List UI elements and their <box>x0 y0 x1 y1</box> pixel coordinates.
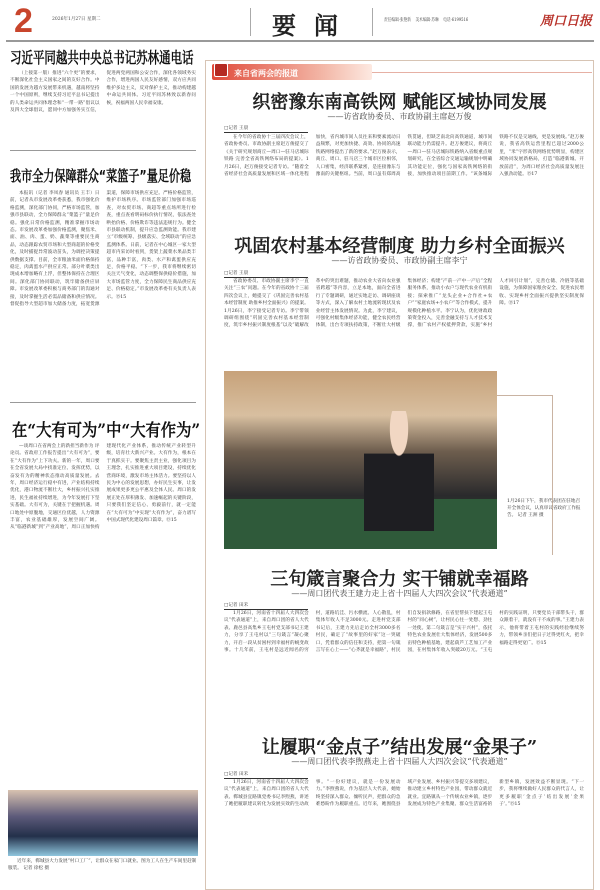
banner-rule <box>372 72 592 73</box>
article-body: —谈周口在省两会上的新担当新作为 评论员。省政府工作报告提出“大有可为”，要在“大有作为”上下功夫。新的一年，周口要在全省发展大局中找准定位、发挥优势，以奋发有为的精神状态推动高质量发展。去年，周口经济运行稳中有进，产业结构持续优化，港口物流不断壮大，乡村振兴扎实推进，民生福祉持续增进，为今年发展打下坚实基础。大有可为，关键在于把握机遇。周口地处中原腹地，交通区位优越，人力资源丰富，农业基础雄厚，发展空间广阔。从“临港新城”到“产业高地”，周口正加快构建现代化产业体系，推动传统产业转型升级，培育壮大新兴产业。大有作为，根本在于真抓实干。要聚焦主责主业，强化项目为王理念，扎实推进重大项目建设，持续优化营商环境，激发市场主体活力。要坚持以人民为中心的发展思想，办好民生实事，让发展成果更多更公平惠及全体人民。周口的发展正处在厚积薄发、加速崛起的关键阶段，只要我们坚定信心、勇毅前行，就一定能在“大有可为”中实现“大有作为”，奋力谱写中国式现代化建设周口篇章。⑮15 <box>10 444 196 531</box>
page-number: 2 <box>14 2 33 40</box>
pen-icon <box>214 63 228 77</box>
byline: □记者 田禾 <box>224 602 308 610</box>
byline: □记者 田禾 <box>224 771 308 779</box>
meeting-photo <box>224 371 497 549</box>
article-subtitle: ——访省政协委员、市政协副主席李宁 <box>331 256 468 265</box>
article-body: 省政协委员、市政协副主席李宁一直关注“三农”问题。在今年的省政协十三届四次会议上，她提交了《巩固完善农村基本经营制度 助推乡村全面振兴》的提案。1月26日，李宁接受记者专访。李宁带领调研组围绕“巩固完善农村基本经营制度，筑牢乡村振兴制度根基”以及“破解改革中的突出难题，推动农业大省向农业强省跨越”等内容，立足本地，面向全省进行了专题调研，通过实地走访、调研座谈等方式，深入了解农村土地流转现状及农业经营主体发展情况。为此，李宁建议，可强化村级集体经济功能，健全农民经营体制，出台专项扶持政策，不断壮大村级集体经济；构建“产前一产中一产后”全程服务体系，推动小农户与现代农业有机衔接；探索推广“龙头企业+合作社+农户”“家庭农场+小农户”等合作模式，提升规模化种植水平。李宁认为，优化财政政策资金投入，完善金融支持与人才技术支撑，推广农村产权抵押贷款，实施“乡村人才回引计划”，完善仓储、冷链等基础设施，为保障国家粮食安全、促进农民增收、实现乡村全面振兴提供坚实制度保障。⑮17 <box>224 279 584 329</box>
byline: □记者 王晨 <box>224 125 308 133</box>
issue-date: 2026年1月27日 星期二 <box>52 17 101 22</box>
article-headline: 让履职“金点子”结出发展“金果子” <box>261 737 538 758</box>
photo-caption: 1月26日下午，我市代表团在驻地召开全体会议，认真审议省政府工作报告。 记者 王洲 摄 <box>507 499 581 518</box>
article-subtitle: ——周口团代表李煦燕走上省十四届人大四次会议“代表通道” <box>291 757 508 766</box>
article-subtitle: ——周口团代表王建力走上省十四届人大四次会议“代表通道” <box>291 589 508 598</box>
article-headline: 习近平同越共中央总书记苏林通电话 <box>10 49 194 67</box>
article-body: 在今年的省政协十三届四次会议上，省政协委员、市政协副主席赵万俊提交了《关于研究规划商丘—周口—驻马店城际铁路 完善全省高铁网络布局的提案》。1月26日，赵万俊接受记者专访。“随着全省经济社会高质量发展和区域一体化进程加快，省内城市间人员往来和要素流动日益频繁，对更加快捷、高效、协同的高速铁路网络提出了新的要求。”赵万俊表示，商丘、周口、驻马店三个城市区位相邻，人口密集，经济联系紧密，是连接豫东与豫南的关键枢纽。当前，周口虽有郑周高铁贯通，但缺乏南北向高铁通道，城市间联动能力仍需提升。赵万俊建议，将商丘—周口—驻马店城际铁路纳入省级重点规划研究，在全省综合交通运输规划中明确其功能定位，强化与国家高铁网络的衔接，加快推动项目前期工作。“该条城际铁路不仅是交通线，更是发展线。”赵万俊说，我省高铁运营里程已超过2000公里，“米”字形高铁网络优势明显，构建区域协同发展新格局，打造“临港新城、开放前沿”，为周口经济社会高质量发展注入强劲动能。⑮17 <box>224 135 584 178</box>
article-headline: 织密豫东南高铁网 赋能区域协同发展 <box>252 92 547 113</box>
editor-credits: 责任编辑·张艳新 美术编辑·苏琳 电话·6199516 <box>384 18 469 23</box>
article-body: 1月26日，河南省十四届人大四次会议“代表通道”上，来自周口团的省人大代表、鹿邑县高集乡王屯村党支部书记王建力，分享了王屯村以“三句箴言”凝心聚力，开启一段从贫困村到幸福村的蜕变故事。十几年前，王屯村是远近闻名的穷村，道路坑洼、污水横流、人心散乱，村集体年收人不足3000元。走进村党支部书记后，王建力先后走访全村3000多名村民，确定了“故事里的好家”这一突破口，凭着群众的信任和支持，把第一句箴言写在心上——“心齐就是幸福路”，村民们自发捐款修路，在省里帮扶下建起王屯村的“同心树”，让村民心往一处想、劲往一处使。第二句箴言是“实干兴村”，依托特色农业发展壮大集体经济，发展500多亩特色种植基地，建起葫芦工艺加工产业园，在村集体年收入突破20万元。“王屯村的实践证明，只要党员干部带头干，群众跟着干，就没有干不成的事。”王建力表示，他将带着王屯村的实践经验继续努力，带领乡亲们把日子过得更红火，把幸福路走得更宽广。⑮15 <box>224 611 584 654</box>
section-title: 要闻 <box>272 11 356 40</box>
article-headline: 我市全力保障群众“菜篮子”量足价稳 <box>10 167 192 185</box>
header-rule <box>6 40 594 42</box>
photo-caption: 近年来，郸城县大力发展“村口工厂”，让群众在家门口就业。图为工人在生产车间里赶制服装。 记者 徐松 摄 <box>8 859 197 871</box>
factory-photo <box>8 790 198 856</box>
article-subtitle: ——访省政协委员、市政协副主席赵万俊 <box>327 112 472 121</box>
header-divider <box>250 8 251 36</box>
newspaper-logo: 周口日报 <box>540 14 593 29</box>
article-body: 本报讯（记者 李凤春 通讯员 王丰）日前，记者从市发展改革委获悉，我市强化价格监测，深化部门协同，严格市场监管，加强市县联动，全力保障群众“菜篮子”量足价稳。强化日常价格监测，精准掌握市场动态。市发展改革委加强价格监测，聚焦米、面、油、肉、蛋、奶、蔬菜等重要民生商品，动态跟踪农贸市场和大型商超的价格变化，及时捕捉异常波动苗头，为调控决策提供数据支撑。目前，全市粮油米面价格保持稳定，肉禽蛋水产供应正常。部分叶菜类出现成本增加略有上浮，但整体保持在合理区间。深化部门协同联动，筑牢储备供应屏障。市发展改革委积极与商务部门的沟通对接，及时掌握生活必需品储备和供应情况。督促指导大型超市加大储备力度，拓宽货源渠道，保障市场供应充足。严格价格监管，维护市场秩序。市场监管部门加强市场巡查，对农贸市场、商超等重点场所进行检查，重点查看明码标价执行情况，依法查处哄抬价格、价格欺诈等违法违规行为。健全市县联动机制，提升应急监测效能。我市建立“市级统筹、县级落实、全域联动”的应急监测体系。日前，记者在中心城区一家大型超市内采访时看到，货架上蔬菜水果品类丰富，品种丰富，肉类、水产和禽蛋供应充足，价格平稳。“下一步，我市将继续密切关注天气变化，动态调整保供稳价措施，加大市场监管力度，全力保障民生商品供应充足、价格稳定。”市发展改革委有关负责人表示。⑮15 <box>10 191 196 308</box>
article-body: 1月26日，河南省十四届人大四次会议“代表通道”上，来自周口团的省人大代表、郸城县宜路镇党委书记李煦燕，讲述了她把履职建议转化为发展实效的生动故事。“一份好建议，就是一份发展动力。”李煦燕说，作为基层人大代表，她始终坚持深入群众、倾听民声，把群众的急难愁盼作为履职重点。近年来，她围绕县域产业发展、乡村振兴等提交多项建议，推动建立乡村特色产业园，带动群众就近就业。宜路镇从一个传统农业乡镇，逐步发展成为特色产业集聚、群众生活富裕的新型乡镇，发展效益不断显现。“下一步，我将继续做好人民群众的代言人，让更多履职‘金点子’结出发展‘金果子’。”⑮15 <box>224 780 584 808</box>
divider <box>10 150 196 151</box>
report-banner: 来自省两会的报道 <box>212 64 372 80</box>
article-body: （上接第一版）推进“六个更”的要求，不断深化社会主义国家之间的友好合作。中国的发展为越方发展带来机遇，越南将坚持一个中国原则，继续支持习近平总书记提出的人类命运共同体理念和“一带一路”倡议以及四大全球倡议，愿同中方加强务实互信，促进两党两国和公安合作，深化各领域务实合作，增进两国人民友好感情，双方应共同维护多边主义，反对保护主义，推动构建越中命运共同体。习近平同苏林致以新春问候，祝福两国人民幸福安康。 <box>10 71 196 114</box>
header-divider <box>372 8 373 36</box>
article-headline: 在“大有可为”中“大有作为” <box>12 421 201 441</box>
article-headline: 三句箴言聚合力 实干铺就幸福路 <box>270 569 529 590</box>
byline: □记者 王晨 <box>224 270 308 278</box>
article-headline: 巩固农村基本经营制度 助力乡村全面振兴 <box>234 236 565 257</box>
photo-frame <box>497 395 553 555</box>
divider <box>10 402 196 403</box>
